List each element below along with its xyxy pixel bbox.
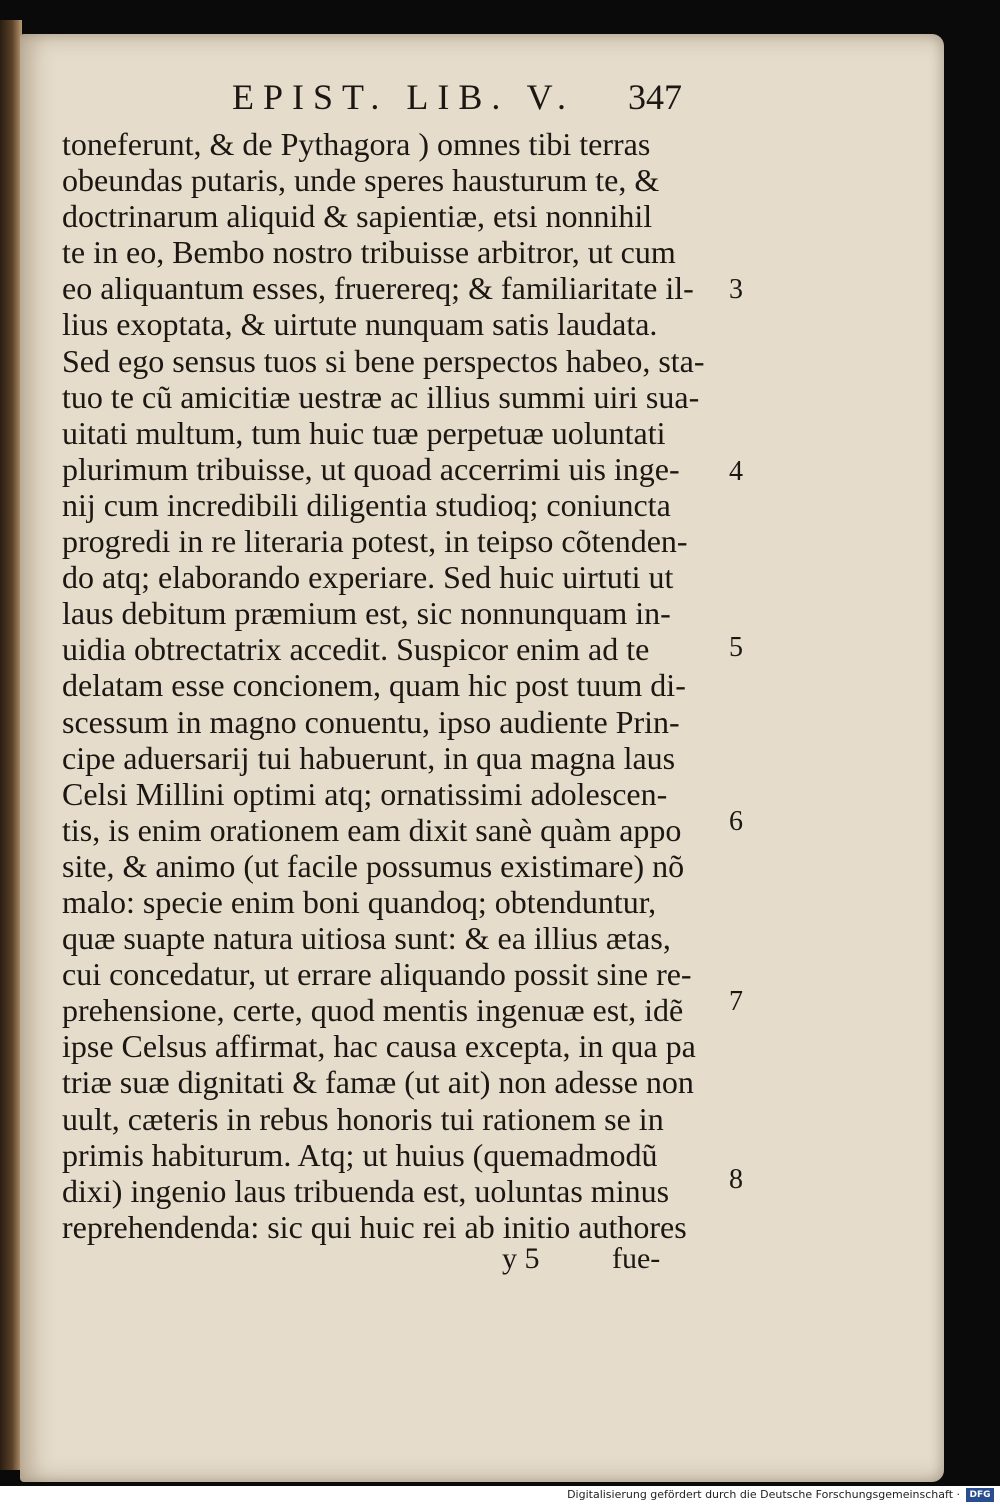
text-line-12: progredi in re literaria potest, in teipso cõtenden- [62,523,688,560]
text-line-19: Celsi Millini optimi atq; ornatissimi adolescen- [62,775,668,812]
margin-note-4: 4 [729,456,743,487]
text-line-10: plurimum tribuisse, ut quoad accerrimi uis inge- [62,450,680,487]
signature-mark: y 5 [502,1242,540,1275]
text-line-23: quæ suapte natura uitiosa sunt: & ea illius ætas, [62,920,671,957]
page-number: 347 [628,77,682,117]
text-line-24: cui concedatur, ut errare aliquando possit sine re- [62,956,692,993]
footer-credit: Digitalisierung gefördert durch die Deutsche Forschungsgemeinschaft · [567,1488,960,1501]
margin-note-6: 6 [729,806,743,837]
catchword-line [0,1242,1000,1282]
margin-note-5: 5 [729,632,743,663]
dfg-logo-icon: DFG [966,1488,994,1502]
catchword: fue- [612,1242,661,1275]
text-line-16: delatam esse concionem, quam hic post tuum di- [62,667,686,704]
text-line-7: Sed ego sensus tuos si bene perspectos habeo, sta- [62,342,705,379]
body-text [62,126,714,1245]
text-line-14: laus debitum præmium est, sic nonnunquam in- [62,595,671,632]
text-line-28: uult, cæteris in rebus honoris tui rationem se in [62,1100,664,1137]
text-line-20: tis, is enim orationem eam dixit sanè quàm appo [62,811,682,848]
footer-bar [0,1486,1000,1505]
margin-note-7: 7 [729,986,743,1017]
text-line-21: site, & animo (ut facile possumus existimare) nõ [62,847,685,884]
text-line-15: uidia obtrectatrix accedit. Suspicor enim ad te [62,631,650,668]
text-line-27: triæ suæ dignitati & famæ (ut ait) non adesse non [62,1064,694,1101]
running-head [0,76,1000,126]
text-line-22: malo: specie enim boni quandoq; obtenduntur, [62,883,657,920]
text-line-3: doctrinarum aliquid & sapientiæ, etsi nonnihil [62,198,653,235]
running-head-title: EPIST. LIB. V. [232,77,576,117]
text-line-17: scessum in magno conuentu, ipso audiente Prin- [62,703,680,740]
text-line-13: do atq; elaborando experiare. Sed huic uirtuti ut [62,559,674,596]
text-line-6: lius exoptata, & uirtute nunquam satis laudata. [62,306,658,343]
text-line-11: nij cum incredibili diligentia studioq; coniuncta [62,486,671,523]
text-line-31: reprehendenda: sic qui huic rei ab initio authores [62,1208,687,1245]
text-line-30: dixi) ingenio laus tribuenda est, uoluntas minus [62,1172,670,1209]
margin-note-8: 8 [729,1164,743,1195]
text-line-25: prehensione, certe, quod mentis ingenuæ est, idẽ [62,992,684,1029]
text-line-26: ipse Celsus affirmat, hac causa excepta, in qua pa [62,1028,696,1065]
text-line-1: toneferunt, & de Pythagora ) omnes tibi terras [62,126,651,162]
text-line-18: cipe aduersarij tui habuerunt, in qua magna laus [62,739,676,776]
text-line-8: tuo te cũ amicitiæ uestræ ac illius summi uiri sua- [62,378,700,415]
margin-note-3: 3 [729,274,743,305]
text-line-29: primis habiturum. Atq; ut huius (quemadmodũ [62,1136,658,1173]
text-line-9: uitati multum, tum huic tuæ perpetuæ uoluntati [62,414,666,451]
text-line-5: eo aliquantum esses, fruerereq; & familiaritate il- [62,270,694,307]
text-line-4: te in eo, Bembo nostro tribuisse arbitror, ut cum [62,234,676,271]
text-line-2: obeundas putaris, unde speres hausturum te, & [62,162,660,199]
